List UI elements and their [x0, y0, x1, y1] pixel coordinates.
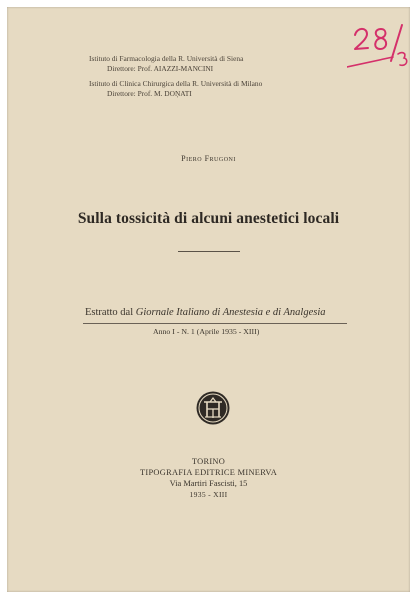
- issue-info: Anno I - N. 1 (Aprile 1935 - XIII): [153, 327, 260, 336]
- handwritten-note: [347, 21, 418, 77]
- extract-line: [85, 307, 326, 318]
- extract-underline: [83, 323, 347, 324]
- institute-2-director: Direttore: Prof. M. DOŅATI: [107, 89, 192, 98]
- publisher-city: TORINO: [191, 457, 226, 466]
- extract-prefix: Estratto dal: [85, 307, 136, 318]
- institute-1-name: Istituto di Farmacologia della R. Università di Siena: [89, 54, 244, 63]
- publisher-address: Via Martiri Fascisti, 15: [169, 479, 248, 488]
- institute-1-director: Direttore: Prof. AIAZZI-MANCINI: [107, 64, 214, 73]
- document-title: Sulla tossicità di alcuni anestetici locali: [77, 210, 340, 227]
- journal-name: Giornale Italiano di Anestesia e di Analgesia: [135, 307, 326, 318]
- author-name: Piero Frugoni: [181, 154, 236, 163]
- document-page: [7, 7, 410, 592]
- institute-2-name: Istituto di Clinica Chirurgica della R. Università di Milano: [89, 79, 263, 88]
- minerva-monogram-icon: [195, 390, 231, 426]
- publisher-year: 1935 - XIII: [189, 490, 228, 499]
- publisher-name: TIPOGRAFIA EDITRICE MINERVA: [139, 468, 278, 477]
- title-divider: [178, 251, 240, 252]
